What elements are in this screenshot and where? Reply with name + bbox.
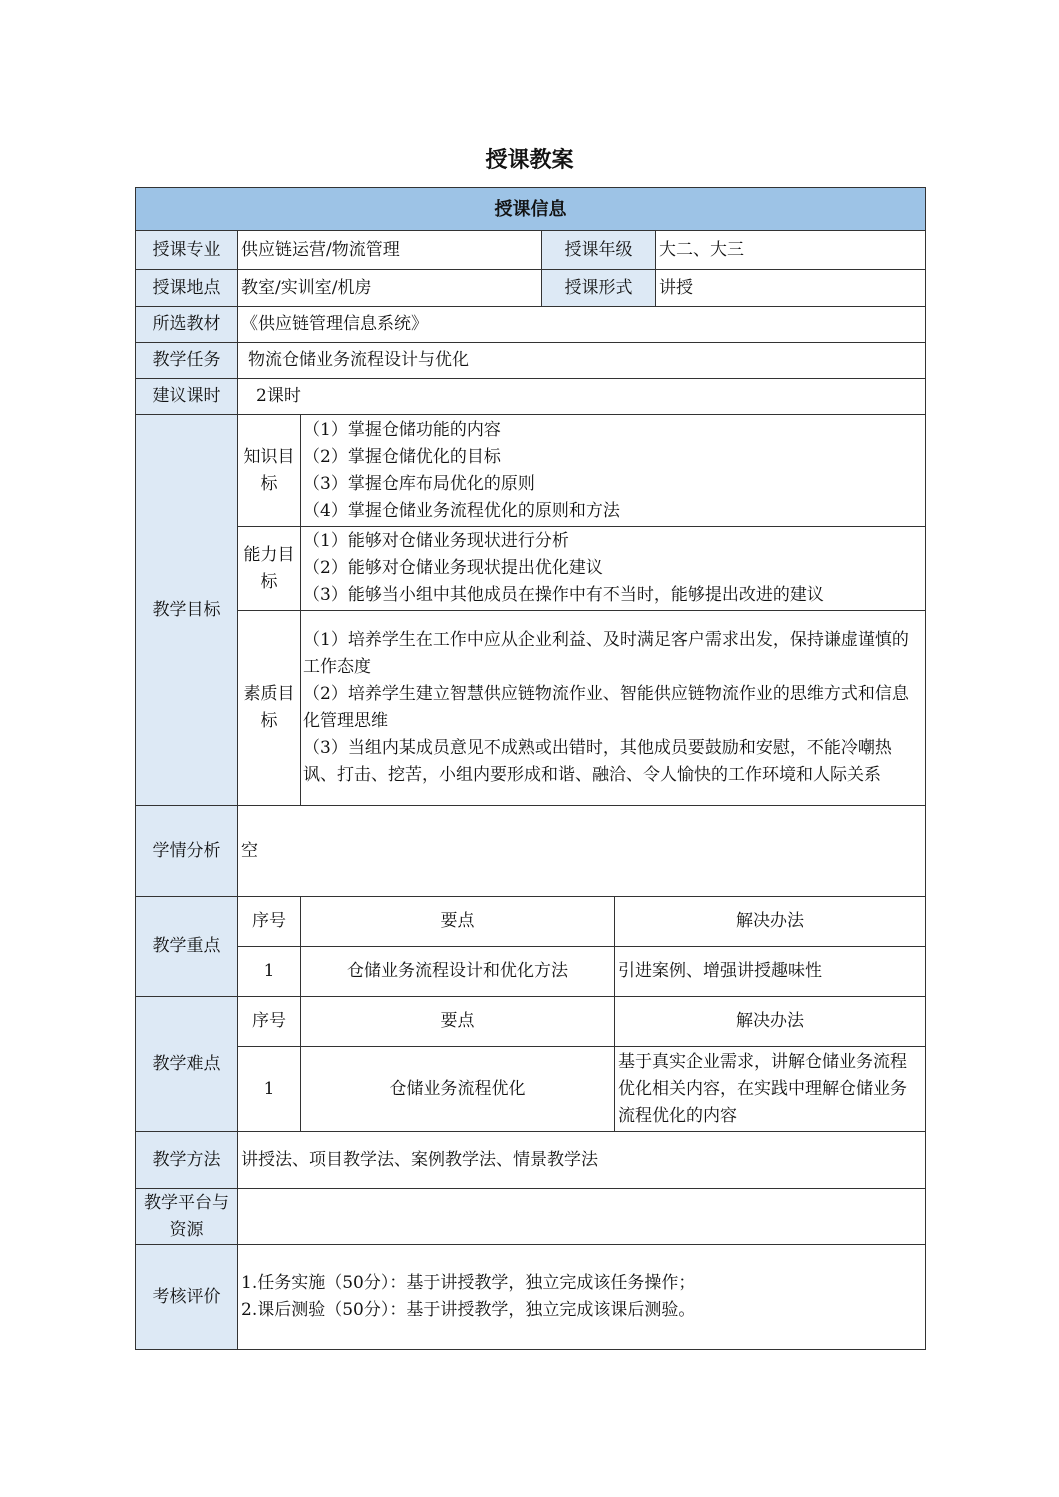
lesson-plan-table (135, 187, 925, 1350)
key-points-col-no: 序号 (238, 897, 301, 947)
knowledge-goal-item: （1）掌握仓储功能的内容 (303, 419, 501, 440)
task-label: 教学任务 (136, 343, 238, 379)
textbook-label: 所选教材 (136, 307, 238, 343)
quality-goals-list (301, 611, 926, 806)
goals-label: 教学目标 (136, 415, 238, 806)
difficulties-col-point: 要点 (301, 997, 615, 1047)
difficulties-label: 教学难点 (136, 997, 238, 1132)
assessment-item: 1.任务实施（50分）：基于讲授教学，独立完成该任务操作； (241, 1273, 696, 1293)
ability-goal-item: （3）能够当小组中其他成员在操作中有不当时，能够提出改进的建议 (303, 585, 824, 605)
analysis-value: 空 (238, 806, 926, 897)
key-point-no: 1 (238, 947, 301, 997)
difficulty-text: 仓储业务流程优化 (301, 1047, 615, 1132)
task-value: 物流仓储业务流程设计与优化 (238, 343, 926, 379)
ability-goals-list (301, 527, 926, 611)
knowledge-goal-item: （2）掌握仓储优化的目标 (303, 446, 501, 467)
quality-goal-item: （1）培养学生在工作中应从企业利益、及时满足客户需求出发，保持谦虚谨慎的工作态度 (303, 630, 909, 677)
assessment-item: 2.课后测验（50分）：基于讲授教学，独立完成该课后测验。 (241, 1300, 696, 1320)
knowledge-goals-list (301, 415, 926, 527)
hours-label: 建议课时 (136, 379, 238, 415)
knowledge-goal-item: （4）掌握仓储业务流程优化的原则和方法 (303, 500, 620, 521)
location-value: 教室/实训室/机房 (238, 270, 542, 307)
form-label: 授课形式 (542, 270, 656, 307)
key-points-col-point: 要点 (301, 897, 615, 947)
quality-goal-item: （2）培养学生建立智慧供应链物流作业、智能供应链物流作业的思维方式和信息化管理思维 (303, 684, 909, 731)
assessment-list (238, 1245, 926, 1350)
difficulty-solution: 基于真实企业需求，讲解仓储业务流程优化相关内容，在实践中理解仓储业务流程优化的内容 (615, 1047, 926, 1132)
methods-label: 教学方法 (136, 1132, 238, 1189)
key-point-text: 仓储业务流程设计和优化方法 (301, 947, 615, 997)
difficulties-col-solution: 解决办法 (615, 997, 926, 1047)
key-points-label: 教学重点 (136, 897, 238, 997)
difficulties-col-no: 序号 (238, 997, 301, 1047)
knowledge-goals-label: 知识目标 (238, 415, 301, 527)
textbook-value: 《供应链管理信息系统》 (238, 307, 926, 343)
platform-label: 教学平台与资源 (136, 1189, 238, 1245)
section-header: 授课信息 (136, 188, 926, 231)
ability-goal-item: （1）能够对仓储业务现状进行分析 (303, 531, 569, 551)
methods-value: 讲授法、项目教学法、案例教学法、情景教学法 (238, 1132, 926, 1189)
knowledge-goal-item: （3）掌握仓库布局优化的原则 (303, 473, 535, 494)
assessment-label: 考核评价 (136, 1245, 238, 1350)
location-label: 授课地点 (136, 270, 238, 307)
ability-goals-label: 能力目标 (238, 527, 301, 611)
key-points-col-solution: 解决办法 (615, 897, 926, 947)
grade-label: 授课年级 (542, 231, 656, 270)
form-value: 讲授 (656, 270, 926, 307)
page-title: 授课教案 (485, 147, 574, 173)
quality-goals-label: 素质目标 (238, 611, 301, 806)
grade-value: 大二、大三 (656, 231, 926, 270)
hours-value: 2课时 (238, 379, 926, 415)
platform-value (238, 1189, 926, 1245)
key-point-solution: 引进案例、增强讲授趣味性 (615, 947, 926, 997)
ability-goal-item: （2）能够对仓储业务现状提出优化建议 (303, 558, 603, 578)
major-value: 供应链运营/物流管理 (238, 231, 542, 270)
difficulty-no: 1 (238, 1047, 301, 1132)
quality-goal-item: （3）当组内某成员意见不成熟或出错时，其他成员要鼓励和安慰，不能冷嘲热讽、打击、挖苦，小组内要形成和谐、融洽、令人愉快的工作环境和人际关系 (303, 738, 892, 785)
major-label: 授课专业 (136, 231, 238, 270)
analysis-label: 学情分析 (136, 806, 238, 897)
